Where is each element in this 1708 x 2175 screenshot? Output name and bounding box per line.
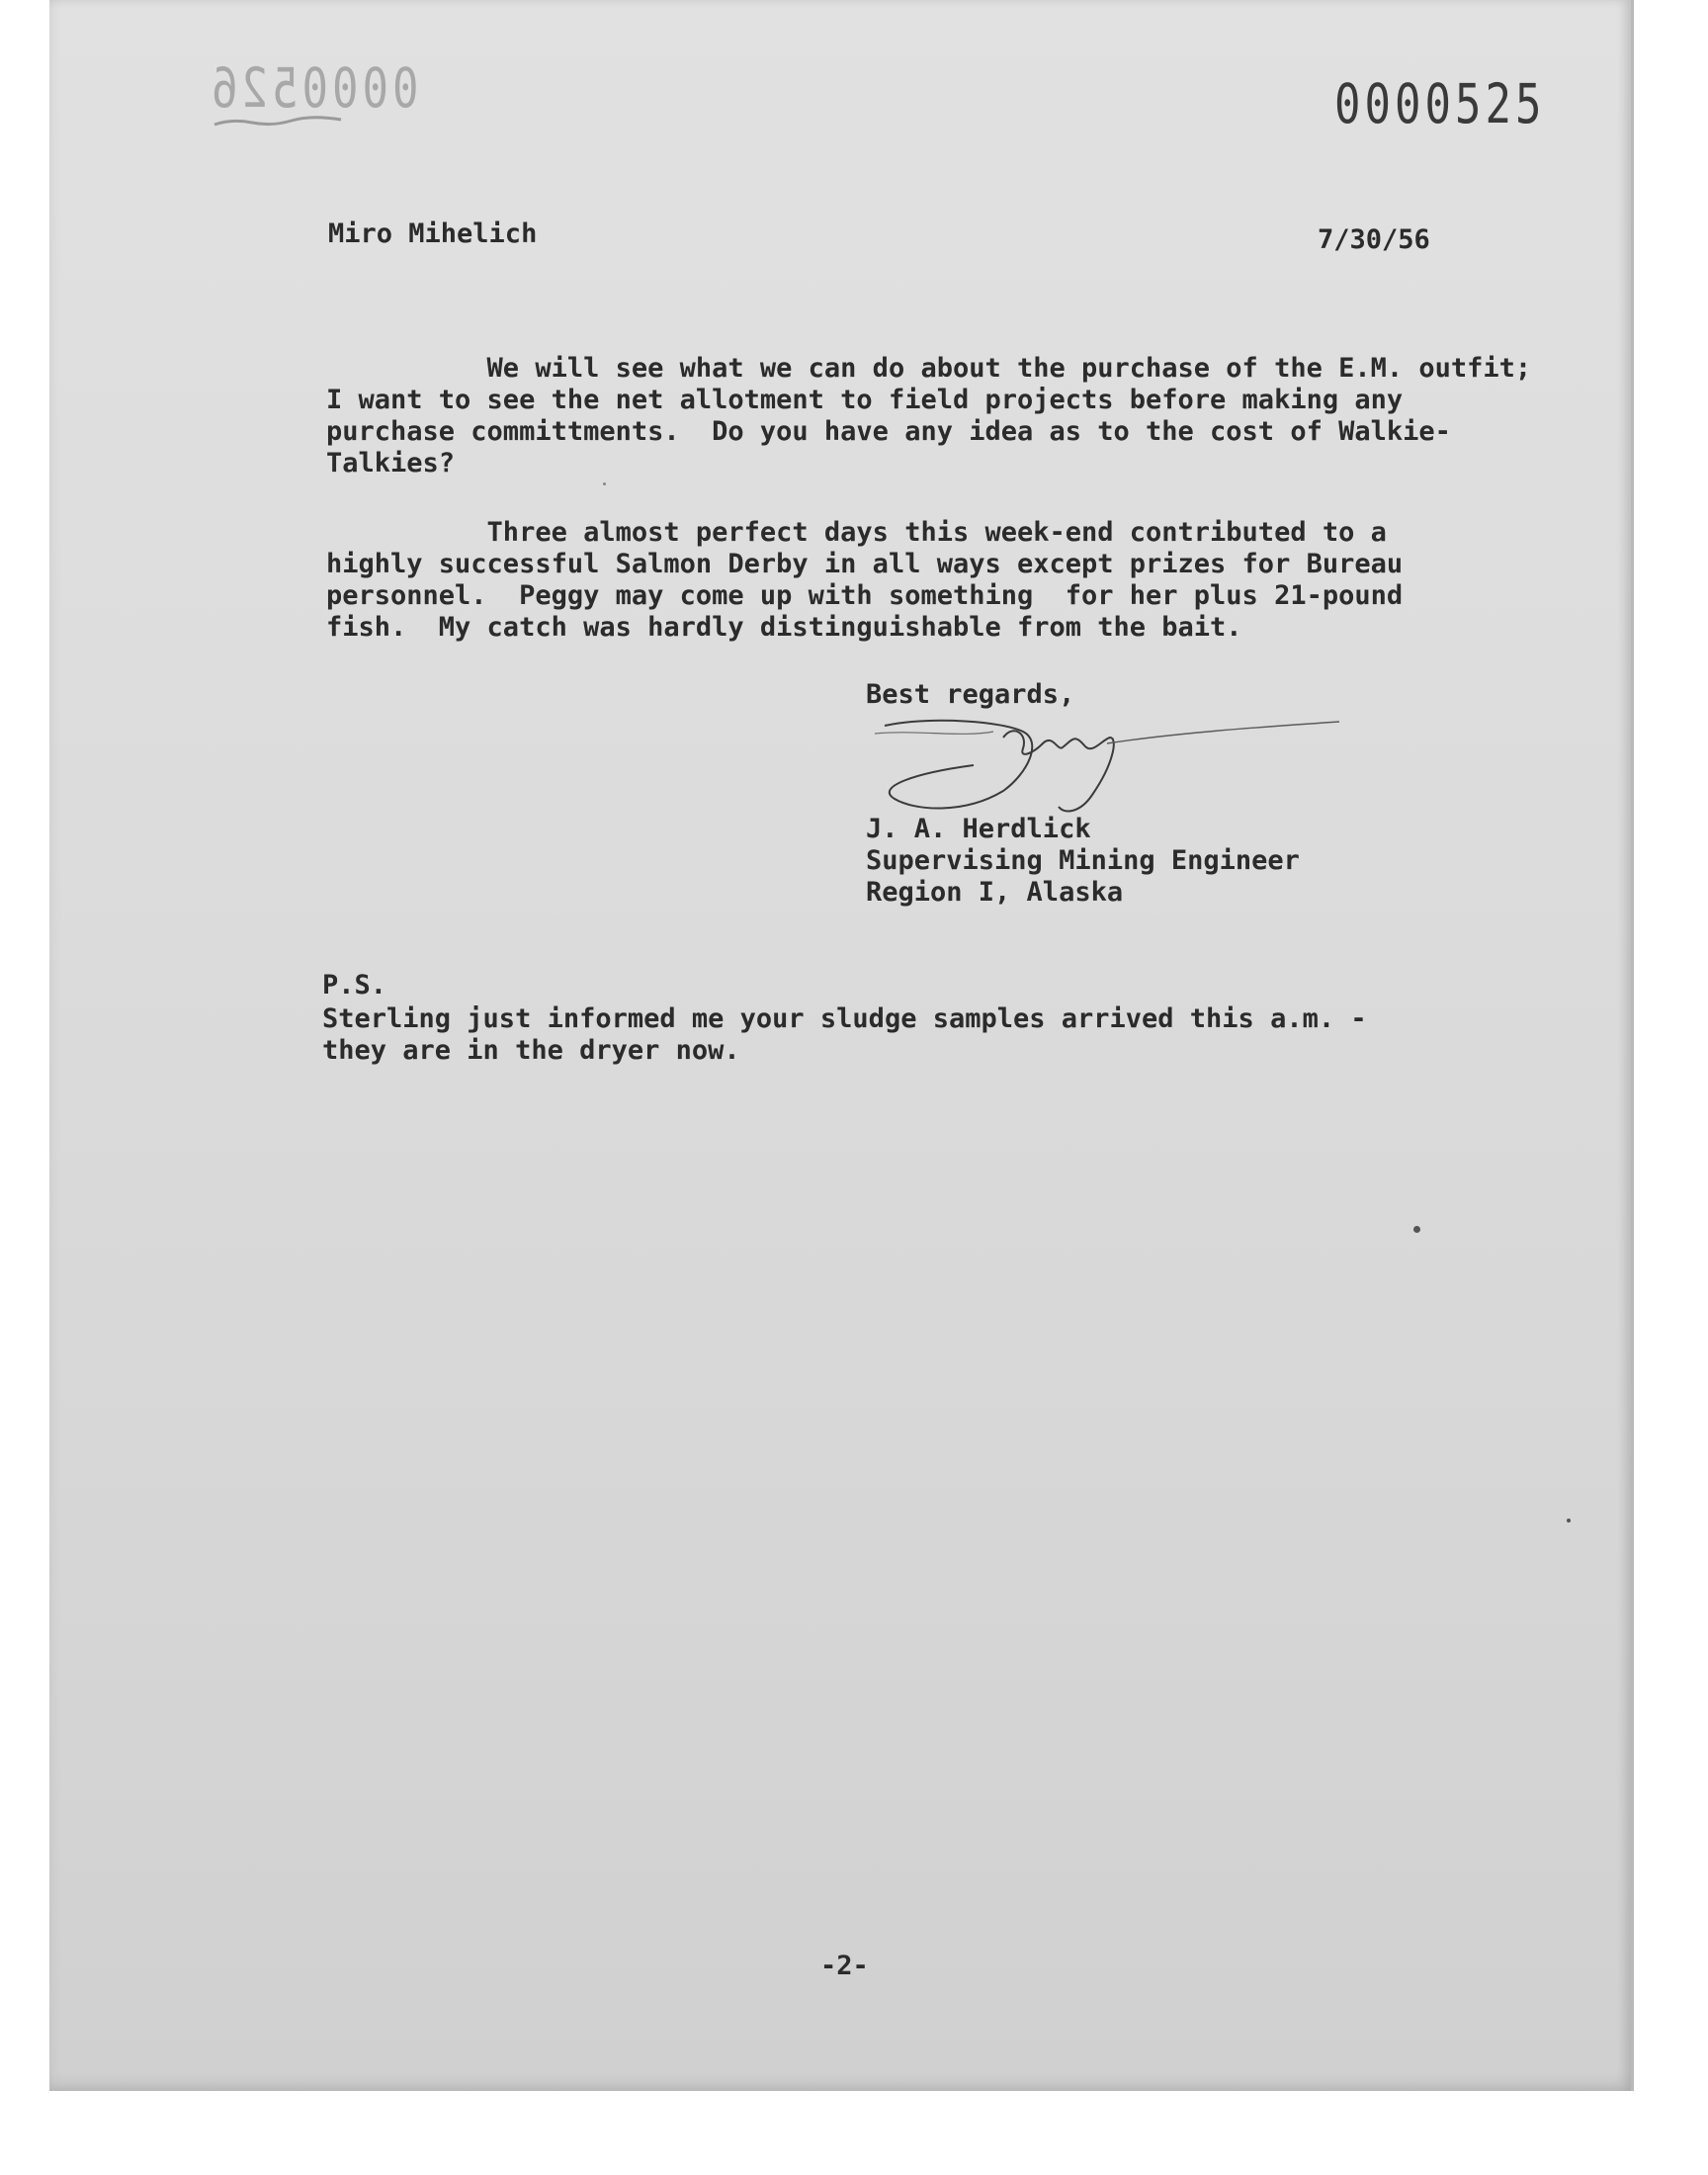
body-line: fish. My catch was hardly distinguishable from the bait. — [326, 612, 1242, 643]
postscript-line: they are in the dryer now. — [322, 1035, 740, 1066]
ghost-stamp-smudge — [213, 111, 351, 130]
scan-speck — [1413, 1226, 1420, 1233]
handwritten-signature — [855, 704, 1349, 823]
letter-date: 7/30/56 — [1318, 224, 1430, 255]
scan-speck — [1567, 1519, 1571, 1522]
body-line: highly successful Salmon Derby in all ways except prizes for Bureau — [326, 549, 1404, 579]
document-stamp-number: 0000525 — [1334, 73, 1546, 136]
body-line: personnel. Peggy may come up with something for her plus 21-pound — [326, 580, 1404, 611]
body-line: purchase committments. Do you have any idea as to the cost of Walkie- — [326, 416, 1451, 447]
recipient-name: Miro Mihelich — [328, 218, 538, 249]
postscript-line: Sterling just informed me your sludge samples arrived this a.m. - — [322, 1003, 1367, 1034]
postscript-label: P.S. — [322, 970, 387, 1000]
scan-speck — [603, 482, 606, 485]
body-line: Three almost perfect days this week-end contributed to a — [326, 517, 1387, 548]
signer-title: Supervising Mining Engineer — [866, 845, 1300, 876]
signer-name: J. A. Herdlick — [866, 814, 1091, 844]
body-line: We will see what we can do about the purchase of the E.M. outfit; — [326, 353, 1532, 384]
body-line: I want to see the net allotment to field projects before making any — [326, 385, 1404, 415]
closing-salutation: Best regards, — [866, 679, 1075, 710]
paper-sheet — [49, 0, 1634, 2091]
signer-region: Region I, Alaska — [866, 877, 1124, 908]
body-line: Talkies? — [326, 448, 456, 478]
page-number: -2- — [820, 1951, 869, 1981]
ghost-stamp-number: 0000526 — [208, 57, 419, 121]
